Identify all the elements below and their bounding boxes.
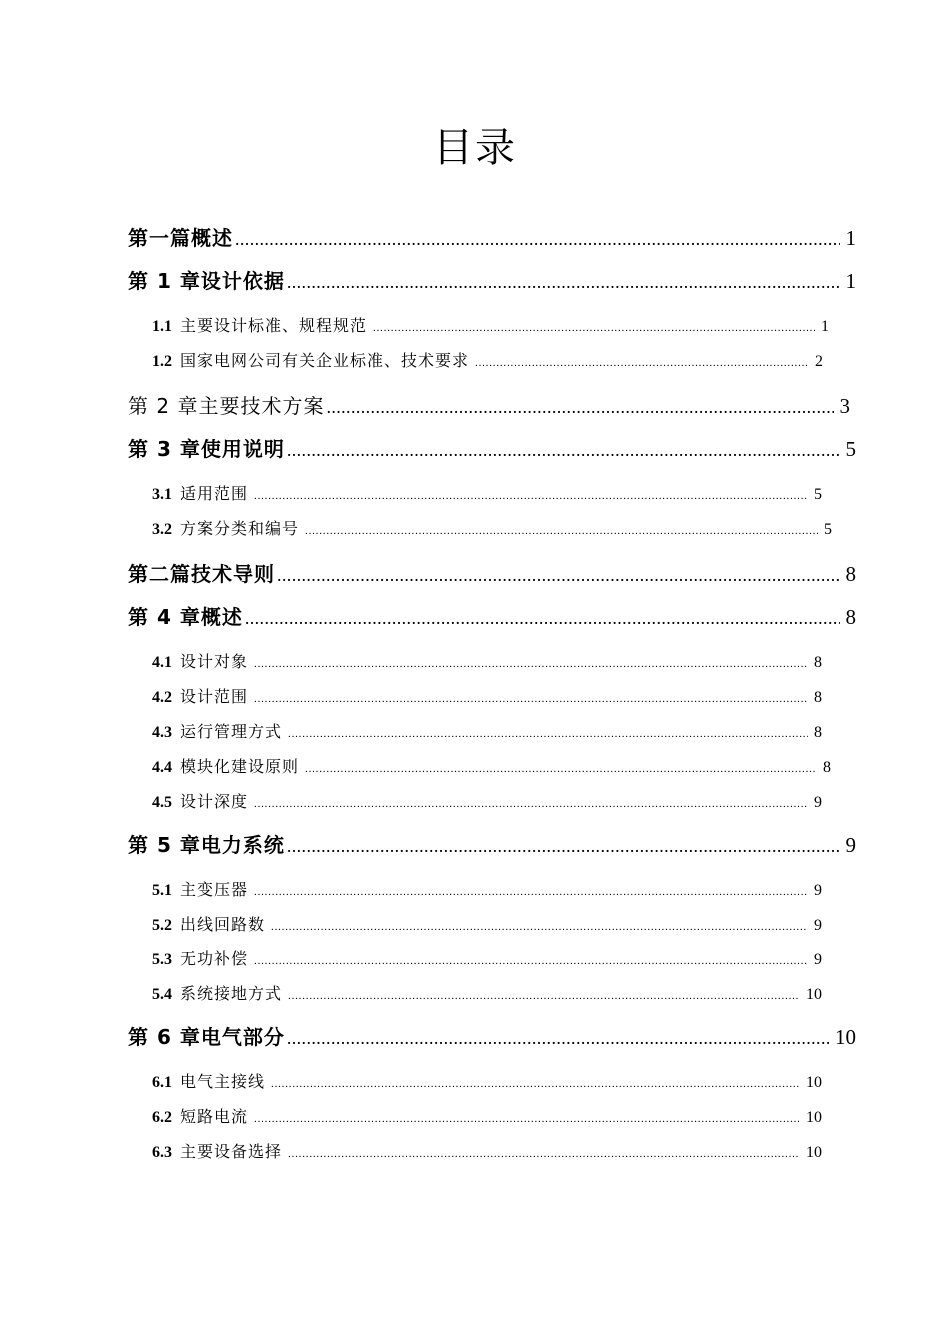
toc-entry-section-3-1[interactable] bbox=[152, 481, 822, 504]
dot-leader bbox=[373, 322, 815, 334]
toc-page-number: 8 bbox=[814, 724, 822, 741]
toc-entry-title: 第 2 章主要技术方案 bbox=[128, 394, 325, 418]
toc-entry-title: 运行管理方式 bbox=[180, 722, 283, 741]
toc-entry-section-5-1[interactable] bbox=[152, 877, 822, 900]
dot-leader bbox=[288, 990, 800, 1002]
toc-page-number: 10 bbox=[806, 986, 822, 1003]
toc-entry-section-4-2[interactable] bbox=[152, 684, 822, 707]
dot-leader bbox=[288, 1148, 800, 1160]
dot-leader bbox=[288, 728, 808, 740]
toc-page-number: 3 bbox=[839, 394, 850, 418]
dot-leader bbox=[305, 525, 818, 537]
dot-leader bbox=[254, 798, 808, 810]
toc-section-number: 5.1 bbox=[152, 882, 172, 899]
dot-leader bbox=[245, 608, 840, 629]
toc-entry-section-5-4[interactable] bbox=[152, 981, 822, 1004]
toc-page-number: 5 bbox=[814, 486, 822, 503]
toc-entry-section-5-3[interactable] bbox=[152, 946, 822, 969]
toc-section-number: 5.3 bbox=[152, 951, 172, 968]
toc-page-number: 5 bbox=[824, 521, 832, 538]
toc-page-number: 10 bbox=[835, 1025, 856, 1049]
toc-entry-title: 适用范围 bbox=[180, 484, 249, 503]
toc-entry-title: 电气主接线 bbox=[180, 1072, 266, 1091]
toc-entry-title: 第 3 章使用说明 bbox=[128, 437, 285, 461]
dot-leader bbox=[271, 921, 808, 933]
toc-entry-title: 设计范围 bbox=[180, 687, 249, 706]
toc-page-number: 1 bbox=[845, 226, 856, 250]
toc-section-number: 5.2 bbox=[152, 917, 172, 934]
toc-entry-title: 出线回路数 bbox=[180, 915, 266, 934]
toc-entry-title: 模块化建设原则 bbox=[180, 757, 300, 776]
toc-entry-title: 第一篇概述 bbox=[128, 226, 233, 250]
toc-page-number: 2 bbox=[815, 353, 823, 370]
toc-section-number: 1.1 bbox=[152, 318, 172, 335]
dot-leader bbox=[326, 397, 833, 418]
toc-page-number: 8 bbox=[845, 562, 856, 586]
toc-section-number: 3.2 bbox=[152, 521, 172, 538]
toc-page-number: 8 bbox=[823, 759, 831, 776]
toc-entry-title: 主要设计标准、规程规范 bbox=[180, 316, 368, 335]
toc-section-number: 6.3 bbox=[152, 1144, 172, 1161]
toc-entry-title: 国家电网公司有关企业标准、技术要求 bbox=[180, 351, 470, 370]
toc-entry-title: 第二篇技术导则 bbox=[128, 562, 275, 586]
toc-entry-section-1-2[interactable] bbox=[152, 348, 823, 371]
dot-leader bbox=[287, 440, 840, 461]
dot-leader bbox=[475, 357, 809, 369]
toc-page-number: 9 bbox=[814, 794, 822, 811]
toc-entry-section-4-3[interactable] bbox=[152, 719, 822, 742]
toc-entry-title: 设计对象 bbox=[180, 652, 249, 671]
toc-entry-title: 短路电流 bbox=[180, 1107, 249, 1126]
toc-section-number: 4.1 bbox=[152, 654, 172, 671]
toc-entry-title: 主要设备选择 bbox=[180, 1142, 283, 1161]
toc-page-number: 8 bbox=[814, 654, 822, 671]
toc-page-number: 5 bbox=[845, 437, 856, 461]
toc-entry-section-4-1[interactable] bbox=[152, 649, 822, 672]
toc-page-number: 8 bbox=[845, 605, 856, 629]
toc-entry-section-4-5[interactable] bbox=[152, 789, 822, 812]
toc-page-number: 10 bbox=[806, 1074, 822, 1091]
toc-page-number: 10 bbox=[806, 1109, 822, 1126]
toc-section-number: 4.5 bbox=[152, 794, 172, 811]
toc-entry-title: 系统接地方式 bbox=[180, 984, 283, 1003]
toc-entry-section-1-1[interactable] bbox=[152, 313, 829, 336]
toc-entry-chapter-3[interactable] bbox=[128, 433, 856, 462]
dot-leader bbox=[287, 1028, 829, 1049]
toc-entry-chapter-2[interactable] bbox=[128, 390, 850, 419]
toc-entry-title: 第 4 章概述 bbox=[128, 605, 243, 629]
toc-entry-chapter-5[interactable] bbox=[128, 829, 856, 858]
toc-entry-part-1[interactable] bbox=[128, 222, 856, 251]
dot-leader bbox=[254, 886, 808, 898]
toc-entry-title: 第 5 章电力系统 bbox=[128, 833, 285, 857]
toc-entry-title: 设计深度 bbox=[180, 792, 249, 811]
toc-section-number: 3.1 bbox=[152, 486, 172, 503]
toc-entry-part-2[interactable] bbox=[128, 558, 856, 587]
toc-entry-chapter-1[interactable] bbox=[128, 265, 856, 294]
toc-page-number: 9 bbox=[814, 951, 822, 968]
toc-section-number: 1.2 bbox=[152, 353, 172, 370]
toc-page-number: 10 bbox=[806, 1144, 822, 1161]
toc-entry-title: 无功补偿 bbox=[180, 949, 249, 968]
toc-entry-chapter-6[interactable] bbox=[128, 1021, 856, 1050]
toc-entry-section-3-2[interactable] bbox=[152, 516, 832, 539]
toc-entry-section-6-1[interactable] bbox=[152, 1069, 822, 1092]
toc-section-number: 4.4 bbox=[152, 759, 172, 776]
toc-page-number: 9 bbox=[814, 917, 822, 934]
toc-page-number: 9 bbox=[845, 833, 856, 857]
dot-leader bbox=[277, 565, 840, 586]
toc-page-number: 1 bbox=[845, 269, 856, 293]
dot-leader bbox=[271, 1078, 800, 1090]
toc-page-number: 9 bbox=[814, 882, 822, 899]
toc-section-number: 5.4 bbox=[152, 986, 172, 1003]
dot-leader bbox=[254, 693, 808, 705]
toc-entry-section-6-3[interactable] bbox=[152, 1139, 822, 1162]
toc-entry-title: 第 1 章设计依据 bbox=[128, 269, 285, 293]
toc-page-number: 1 bbox=[821, 318, 829, 335]
toc-section-number: 6.1 bbox=[152, 1074, 172, 1091]
toc-entry-title: 方案分类和编号 bbox=[180, 519, 300, 538]
dot-leader bbox=[254, 658, 808, 670]
dot-leader bbox=[287, 836, 840, 857]
dot-leader bbox=[287, 272, 840, 293]
toc-section-number: 6.2 bbox=[152, 1109, 172, 1126]
dot-leader bbox=[254, 955, 808, 967]
toc-entry-chapter-4[interactable] bbox=[128, 601, 856, 630]
toc-entry-title: 主变压器 bbox=[180, 880, 249, 899]
dot-leader bbox=[254, 1113, 800, 1125]
toc-section-number: 4.2 bbox=[152, 689, 172, 706]
dot-leader bbox=[254, 490, 808, 502]
toc-page-number: 8 bbox=[814, 689, 822, 706]
dot-leader bbox=[235, 229, 840, 250]
dot-leader bbox=[305, 763, 817, 775]
toc-entry-section-4-4[interactable] bbox=[152, 754, 831, 777]
toc-entry-section-6-2[interactable] bbox=[152, 1104, 822, 1127]
toc-entry-section-5-2[interactable] bbox=[152, 912, 822, 935]
toc-section-number: 4.3 bbox=[152, 724, 172, 741]
toc-entry-title: 第 6 章电气部分 bbox=[128, 1025, 285, 1049]
page-title: 目录 bbox=[433, 125, 517, 171]
